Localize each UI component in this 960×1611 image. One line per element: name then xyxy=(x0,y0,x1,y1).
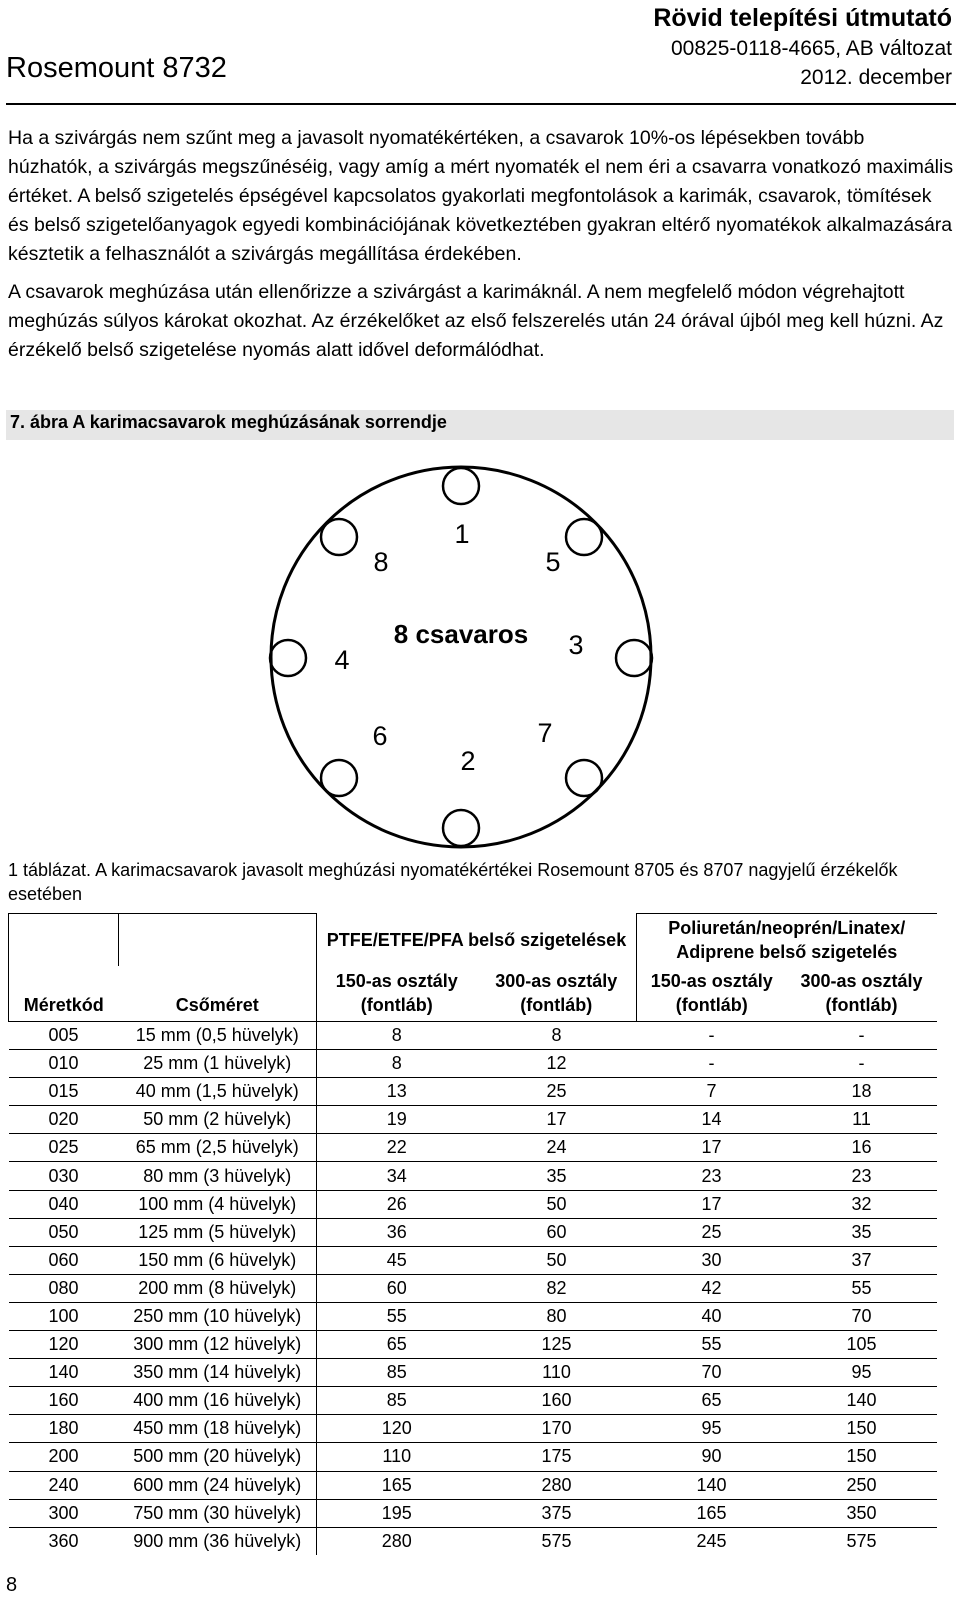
table-row xyxy=(9,1359,937,1387)
cell-size-code: 080 xyxy=(9,1274,119,1302)
bolt-hole-top xyxy=(443,468,479,504)
bolt-hole-left xyxy=(270,640,306,676)
cell-ptfe-150: 8 xyxy=(317,1022,477,1050)
cell-ptfe-150: 280 xyxy=(317,1527,477,1555)
cell-ptfe-300: 110 xyxy=(477,1359,637,1387)
cell-pipe-size: 25 mm (1 hüvelyk) xyxy=(119,1050,317,1078)
cell-pipe-size: 100 mm (4 hüvelyk) xyxy=(119,1190,317,1218)
cell-pipe-size: 40 mm (1,5 hüvelyk) xyxy=(119,1078,317,1106)
table-row xyxy=(9,1471,937,1499)
cell-ptfe-150: 65 xyxy=(317,1331,477,1359)
cell-poly-150: 70 xyxy=(637,1359,787,1387)
cell-ptfe-150: 8 xyxy=(317,1050,477,1078)
cell-size-code: 025 xyxy=(9,1134,119,1162)
cell-size-code: 160 xyxy=(9,1387,119,1415)
cell-ptfe-300: 50 xyxy=(477,1246,637,1274)
table-row xyxy=(9,1190,937,1218)
cell-poly-150: 140 xyxy=(637,1471,787,1499)
table-row xyxy=(9,1443,937,1471)
document-number: 00825-0118-4665, AB változat xyxy=(671,37,952,60)
torque-table xyxy=(8,913,937,1555)
cell-ptfe-150: 55 xyxy=(317,1302,477,1330)
cell-ptfe-300: 80 xyxy=(477,1302,637,1330)
cell-poly-150: - xyxy=(637,1022,787,1050)
document-title: Rövid telepítési útmutató xyxy=(653,4,952,32)
cell-size-code: 040 xyxy=(9,1190,119,1218)
cell-poly-300: - xyxy=(787,1050,937,1078)
cell-ptfe-300: 24 xyxy=(477,1134,637,1162)
header-blank-1 xyxy=(9,914,119,966)
cell-ptfe-300: 12 xyxy=(477,1050,637,1078)
bolt-hole-right xyxy=(616,640,652,676)
cell-ptfe-150: 45 xyxy=(317,1246,477,1274)
document-date: 2012. december xyxy=(800,66,952,89)
cell-poly-300: 11 xyxy=(787,1106,937,1134)
header-pipe-size: Csőméret xyxy=(119,966,317,1022)
cell-ptfe-150: 26 xyxy=(317,1190,477,1218)
cell-ptfe-300: 170 xyxy=(477,1415,637,1443)
cell-pipe-size: 125 mm (5 hüvelyk) xyxy=(119,1218,317,1246)
cell-poly-150: 42 xyxy=(637,1274,787,1302)
cell-pipe-size: 250 mm (10 hüvelyk) xyxy=(119,1302,317,1330)
cell-poly-150: 23 xyxy=(637,1162,787,1190)
paragraph-leak-tightening: Ha a szivárgás nem szűnt meg a javasolt nyomatékértéken, a csavarok 10%-os lépésekben tovább húzhatók, a szivárgás megszűnéséig, vagy amíg a mért nyomaték el nem éri a csavarra vonatkozó maximális értéket. A belső szigetelés épségével kapcsolatos gyakorlati megfontolások a karimák, csavarok, tömítések és belső szigetelőanyagok egyedi kombinációjának következtében gyakran eltérő nyomatékok alkalmazására késztetik a felhasználót a szivárgás megállítása érdekében. xyxy=(8,127,954,265)
cell-ptfe-150: 85 xyxy=(317,1359,477,1387)
cell-ptfe-300: 50 xyxy=(477,1190,637,1218)
cell-pipe-size: 750 mm (30 hüvelyk) xyxy=(119,1499,317,1527)
bolt-hole-top-left xyxy=(321,519,357,555)
cell-pipe-size: 80 mm (3 hüvelyk) xyxy=(119,1162,317,1190)
cell-poly-300: 150 xyxy=(787,1415,937,1443)
cell-ptfe-300: 8 xyxy=(477,1022,637,1050)
header-block xyxy=(653,2,952,92)
table-row xyxy=(9,1134,937,1162)
cell-ptfe-150: 36 xyxy=(317,1218,477,1246)
cell-ptfe-300: 280 xyxy=(477,1471,637,1499)
cell-poly-300: 140 xyxy=(787,1387,937,1415)
cell-pipe-size: 400 mm (16 hüvelyk) xyxy=(119,1387,317,1415)
cell-size-code: 050 xyxy=(9,1218,119,1246)
cell-poly-150: 30 xyxy=(637,1246,787,1274)
cell-size-code: 120 xyxy=(9,1331,119,1359)
table-row xyxy=(9,1331,937,1359)
header-blank-2 xyxy=(119,914,317,966)
cell-poly-300: 18 xyxy=(787,1078,937,1106)
bolt-hole-bottom-right xyxy=(566,760,602,796)
cell-poly-300: 250 xyxy=(787,1471,937,1499)
table-row xyxy=(9,1499,937,1527)
table-row xyxy=(9,1050,937,1078)
cell-size-code: 015 xyxy=(9,1078,119,1106)
cell-poly-300: 55 xyxy=(787,1274,937,1302)
header-group-polyurethane: Poliuretán/neoprén/Linatex/ Adiprene belső szigetelés xyxy=(637,914,937,966)
cell-poly-300: 105 xyxy=(787,1331,937,1359)
cell-poly-150: 14 xyxy=(637,1106,787,1134)
table-row xyxy=(9,1246,937,1274)
cell-ptfe-300: 175 xyxy=(477,1443,637,1471)
cell-poly-150: 25 xyxy=(637,1218,787,1246)
cell-poly-150: 55 xyxy=(637,1331,787,1359)
bolt-number-3: 3 xyxy=(568,630,584,660)
cell-ptfe-150: 60 xyxy=(317,1274,477,1302)
flange-bolt-diagram xyxy=(266,462,656,852)
table-row xyxy=(9,1218,937,1246)
cell-size-code: 100 xyxy=(9,1302,119,1330)
cell-poly-300: 35 xyxy=(787,1218,937,1246)
table-row xyxy=(9,1106,937,1134)
cell-poly-300: 95 xyxy=(787,1359,937,1387)
table-row xyxy=(9,1162,937,1190)
cell-poly-300: 16 xyxy=(787,1134,937,1162)
page-number: 8 xyxy=(6,1574,18,1596)
bolt-number-7: 7 xyxy=(537,718,553,748)
table-body xyxy=(9,1022,937,1555)
cell-ptfe-150: 22 xyxy=(317,1134,477,1162)
table-row xyxy=(9,1078,937,1106)
cell-size-code: 140 xyxy=(9,1359,119,1387)
cell-size-code: 005 xyxy=(9,1022,119,1050)
cell-poly-300: 37 xyxy=(787,1246,937,1274)
cell-poly-300: 350 xyxy=(787,1499,937,1527)
table-row xyxy=(9,1415,937,1443)
cell-ptfe-300: 25 xyxy=(477,1078,637,1106)
cell-poly-300: 23 xyxy=(787,1162,937,1190)
header-divider xyxy=(6,103,956,105)
bolt-hole-bottom-left xyxy=(321,760,357,796)
cell-ptfe-300: 17 xyxy=(477,1106,637,1134)
cell-ptfe-150: 120 xyxy=(317,1415,477,1443)
bolt-number-6: 6 xyxy=(372,721,388,751)
cell-poly-300: 150 xyxy=(787,1443,937,1471)
cell-ptfe-300: 575 xyxy=(477,1527,637,1555)
cell-pipe-size: 600 mm (24 hüvelyk) xyxy=(119,1471,317,1499)
cell-size-code: 060 xyxy=(9,1246,119,1274)
product-name: Rosemount 8732 xyxy=(6,52,227,84)
cell-size-code: 200 xyxy=(9,1443,119,1471)
cell-poly-150: 245 xyxy=(637,1527,787,1555)
table-row xyxy=(9,1387,937,1415)
cell-size-code: 300 xyxy=(9,1499,119,1527)
cell-ptfe-150: 19 xyxy=(317,1106,477,1134)
cell-poly-150: 17 xyxy=(637,1190,787,1218)
cell-ptfe-300: 160 xyxy=(477,1387,637,1415)
table-row xyxy=(9,1527,937,1555)
header-group-ptfe: PTFE/ETFE/PFA belső szigetelések xyxy=(317,914,637,966)
header-class300-poly: 300-as osztály (fontláb) xyxy=(800,971,923,1015)
cell-pipe-size: 450 mm (18 hüvelyk) xyxy=(119,1415,317,1443)
cell-poly-150: 7 xyxy=(637,1078,787,1106)
cell-size-code: 180 xyxy=(9,1415,119,1443)
cell-size-code: 240 xyxy=(9,1471,119,1499)
cell-pipe-size: 50 mm (2 hüvelyk) xyxy=(119,1106,317,1134)
cell-poly-300: 575 xyxy=(787,1527,937,1555)
body-text xyxy=(8,124,954,374)
diagram-center-label: 8 csavaros xyxy=(393,619,529,649)
table-caption: 1 táblázat. A karimacsavarok javasolt meghúzási nyomatékértékei Rosemount 8705 és 8707 nagyjelű érzékelők esetében xyxy=(8,860,898,904)
cell-ptfe-150: 13 xyxy=(317,1078,477,1106)
cell-poly-150: - xyxy=(637,1050,787,1078)
cell-size-code: 030 xyxy=(9,1162,119,1190)
cell-pipe-size: 15 mm (0,5 hüvelyk) xyxy=(119,1022,317,1050)
cell-size-code: 020 xyxy=(9,1106,119,1134)
cell-poly-150: 40 xyxy=(637,1302,787,1330)
header-class150-ptfe: 150-as osztály (fontláb) xyxy=(335,971,458,1015)
bolt-number-1: 1 xyxy=(454,519,470,549)
header-size-code: Méretkód xyxy=(9,966,119,1022)
cell-ptfe-300: 82 xyxy=(477,1274,637,1302)
cell-poly-150: 90 xyxy=(637,1443,787,1471)
cell-pipe-size: 200 mm (8 hüvelyk) xyxy=(119,1274,317,1302)
cell-pipe-size: 150 mm (6 hüvelyk) xyxy=(119,1246,317,1274)
cell-poly-300: 32 xyxy=(787,1190,937,1218)
table-row xyxy=(9,1022,937,1050)
bolt-number-4: 4 xyxy=(334,645,350,675)
bolt-number-2: 2 xyxy=(460,746,476,776)
cell-poly-150: 165 xyxy=(637,1499,787,1527)
header-class300-ptfe: 300-as osztály (fontláb) xyxy=(477,966,637,1022)
paragraph-check-leaks: A csavarok meghúzása után ellenőrizze a szivárgást a karimáknál. A nem megfelelő módon végrehajtott meghúzás súlyos károkat okozhat. Az érzékelőket az első felszerelés után 24 órával újból meg kell húzni. Az érzékelő belső szigetelése nyomás alatt idővel deformálódhat. xyxy=(8,281,944,361)
cell-ptfe-300: 375 xyxy=(477,1499,637,1527)
cell-pipe-size: 350 mm (14 hüvelyk) xyxy=(119,1359,317,1387)
cell-ptfe-300: 60 xyxy=(477,1218,637,1246)
cell-poly-150: 65 xyxy=(637,1387,787,1415)
bolt-number-8: 8 xyxy=(373,547,389,577)
cell-ptfe-150: 165 xyxy=(317,1471,477,1499)
cell-ptfe-150: 34 xyxy=(317,1162,477,1190)
bolt-number-5: 5 xyxy=(545,547,561,577)
cell-pipe-size: 900 mm (36 hüvelyk) xyxy=(119,1527,317,1555)
cell-ptfe-150: 110 xyxy=(317,1443,477,1471)
bolt-hole-top-right xyxy=(566,519,602,555)
cell-size-code: 010 xyxy=(9,1050,119,1078)
cell-poly-300: 70 xyxy=(787,1302,937,1330)
header-class150-poly: 150-as osztály (fontláb) xyxy=(650,971,773,1015)
table-row xyxy=(9,1274,937,1302)
cell-ptfe-300: 35 xyxy=(477,1162,637,1190)
cell-pipe-size: 65 mm (2,5 hüvelyk) xyxy=(119,1134,317,1162)
bolt-hole-bottom xyxy=(443,810,479,846)
cell-ptfe-150: 195 xyxy=(317,1499,477,1527)
cell-poly-150: 17 xyxy=(637,1134,787,1162)
cell-ptfe-150: 85 xyxy=(317,1387,477,1415)
cell-poly-150: 95 xyxy=(637,1415,787,1443)
cell-pipe-size: 500 mm (20 hüvelyk) xyxy=(119,1443,317,1471)
cell-ptfe-300: 125 xyxy=(477,1331,637,1359)
table-row xyxy=(9,1302,937,1330)
figure-caption: 7. ábra A karimacsavarok meghúzásának sorrendje xyxy=(6,410,954,440)
cell-poly-300: - xyxy=(787,1022,937,1050)
cell-size-code: 360 xyxy=(9,1527,119,1555)
cell-pipe-size: 300 mm (12 hüvelyk) xyxy=(119,1331,317,1359)
